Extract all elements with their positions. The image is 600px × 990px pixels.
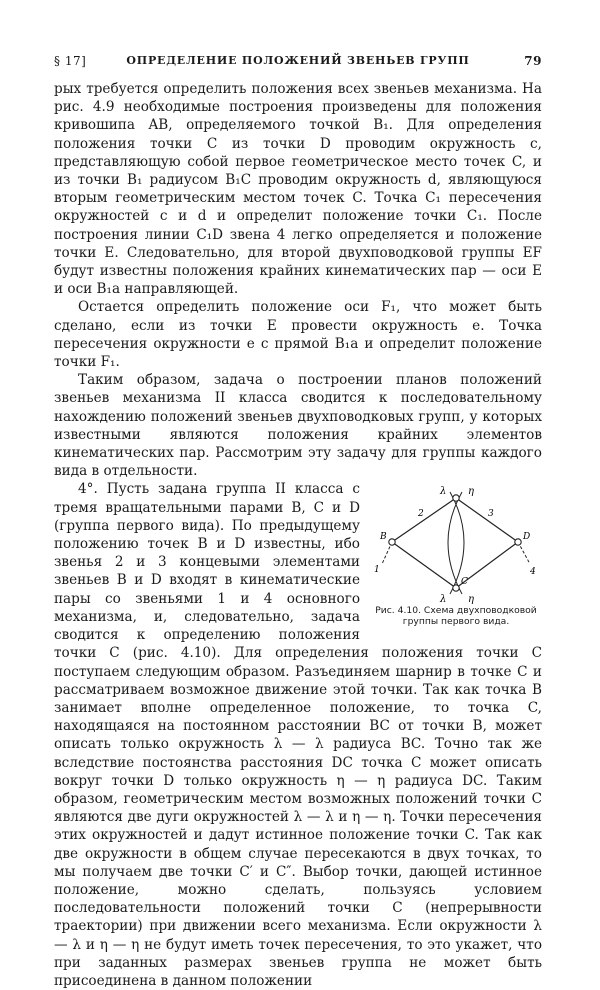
label-b: B [380, 532, 387, 543]
joint-b [389, 539, 395, 545]
arc-eta [448, 492, 462, 594]
mechanism-diagram [370, 484, 542, 604]
page-number: 79 [524, 54, 542, 68]
figure-caption: Рис. 4.10. Схема двухповодковой группы первого вида. [375, 605, 537, 628]
running-header [54, 54, 542, 74]
paragraph-2: Остается определить положение оси F₁, что может быть сделано, если из точки E провести окружность e. Точка пересечения окружности e с прямой B₁a и определит положение точки F₁. [54, 299, 542, 371]
body-text [54, 80, 542, 990]
label-link-1: 1 [374, 565, 380, 576]
link-b-c-upper [392, 498, 456, 542]
link-c-d-upper [456, 498, 518, 542]
link-b-c-lower [392, 542, 456, 588]
label-link-2: 2 [418, 509, 424, 520]
label-d: D [523, 532, 531, 543]
link-4-line [518, 542, 530, 564]
label-eta-bottom: η [468, 594, 474, 605]
joint-c-upper [453, 495, 459, 501]
figure-4-10 [370, 484, 542, 632]
label-lambda-bottom: λ [440, 594, 447, 605]
paragraph-3: Таким образом, задача о построении планов положений звеньев механизма II класса сводится к последовательному нахождению положений звеньев двухповодковых групп, у которых известными являются положения крайних элементов кинематических пар. Рассмотрим эту задачу для группы каждого вида в отдельности. [54, 372, 542, 480]
label-link-4: 4 [530, 567, 536, 578]
running-title: ОПРЕДЕЛЕНИЕ ПОЛОЖЕНИЙ ЗВЕНЬЕВ ГРУПП [126, 54, 470, 67]
label-link-3: 3 [488, 509, 494, 520]
label-eta-top: η [468, 486, 474, 498]
label-c: C [461, 577, 468, 588]
paragraph-1: рых требуется определить положения всех звеньев механизма. На рис. 4.9 необходимые построения произведены для положения кривошипа AB, определяемого точкой B₁. Для определения положения точки C из точки D проводим окружность c, представляющую собой первое геометрическое место точек C, и из точки B₁ радиусом B₁C проводим окружность d, являющуюся вторым геометрическим местом точек C. Точка C₁ пересечения окружностей c и d и определит положение точки C₁. После построения линии C₁D звена 4 легко определяется и положение точки E. Следовательно, для второй двухповодковой группы EF будут известны положения крайних кинематических пар — оси E и оси B₁a направляющей. [54, 81, 542, 298]
joint-d [515, 539, 521, 545]
section-number: § 17] [54, 54, 87, 68]
joint-c-lower [453, 585, 459, 591]
label-lambda-top: λ [440, 486, 447, 498]
paragraph-4: 4°. Пусть задана группа II класса с тремя вращательными парами B, C и D (группа первого вида). По предыдущему положению точек B и D известны, ибо звенья 2 и 3 концевыми элементами звеньев B и D входят в кинематические пары со звеньями 1 и 4 основного механизма, и, следовательно, задача сводится к определению положения точки C (рис. 4.10). Для определения положения точки C поступаем следующим образом. Разъединяем шарнир в точке C и рассматриваем возможное движение этой точки. Так как точка B занимает вполне определенное положение, то точка C, находящаяся на постоянном расстоянии BC от точки B, может описать только окружность λ — λ радиуса BC. Точно так же вследствие постоянства расстояния DC точка C может описать вокруг точки D только окружность η — η радиуса DC. Таким образом, геометрическим местом возможных положений точки C являются две дуги окружностей λ — λ и η — η. Точки пересечения этих окружностей и дадут истинное положение точки C. Так как две окружности в общем случае пересекаются в двух точках, то мы получаем две точки C′ и C″. Выбор точки, дающей истинное положение, можно сделать, пользуясь условием последовательности положений точки C (непрерывности траектории) при движении всего механизма. Если окружности λ — λ и η — η не будут иметь точек пересечения, то это укажет, что при заданных размерах звеньев группа не может быть присоединена в данном положении [54, 481, 542, 989]
